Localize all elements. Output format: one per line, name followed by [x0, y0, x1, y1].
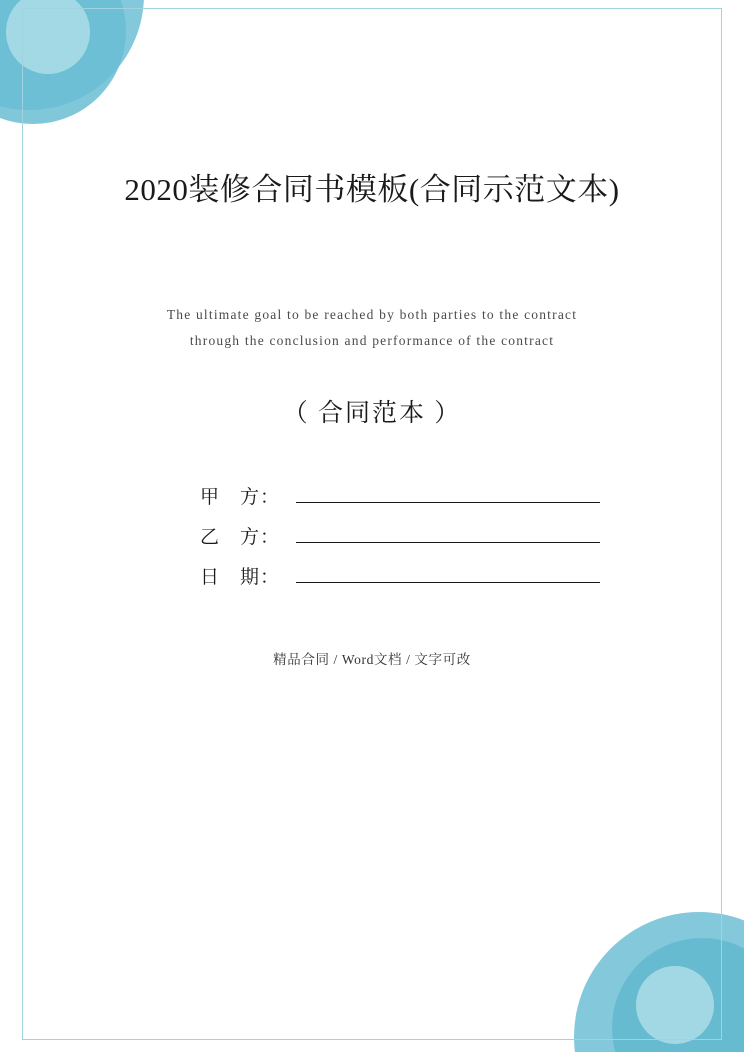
footer-note: 精品合同 / Word文档 / 文字可改 — [273, 652, 471, 667]
field-label-party-b: 乙 方： — [200, 527, 281, 548]
subtitle-english-line-2: through the conclusion and performance of the contract — [189, 333, 555, 348]
field-row-party-b — [200, 520, 600, 560]
field-row-date — [200, 560, 600, 600]
document-subtitle-chinese: （ 合同范本 ） — [282, 400, 462, 427]
field-row-party-a — [200, 480, 600, 520]
field-line-party-a[interactable] — [296, 480, 600, 503]
field-label-date: 日 期： — [200, 567, 281, 588]
document-title: 2020装修合同书模板(合同示范文本) — [124, 172, 620, 207]
field-line-date[interactable] — [296, 560, 600, 583]
document-subtitle-english — [92, 302, 652, 354]
field-label-party-a: 甲 方： — [200, 487, 281, 508]
document-content — [22, 8, 722, 1040]
field-line-party-b[interactable] — [296, 520, 600, 543]
subtitle-english-line-1: The ultimate goal to be reached by both parties to the contract — [166, 307, 578, 322]
signature-fields — [200, 480, 600, 600]
